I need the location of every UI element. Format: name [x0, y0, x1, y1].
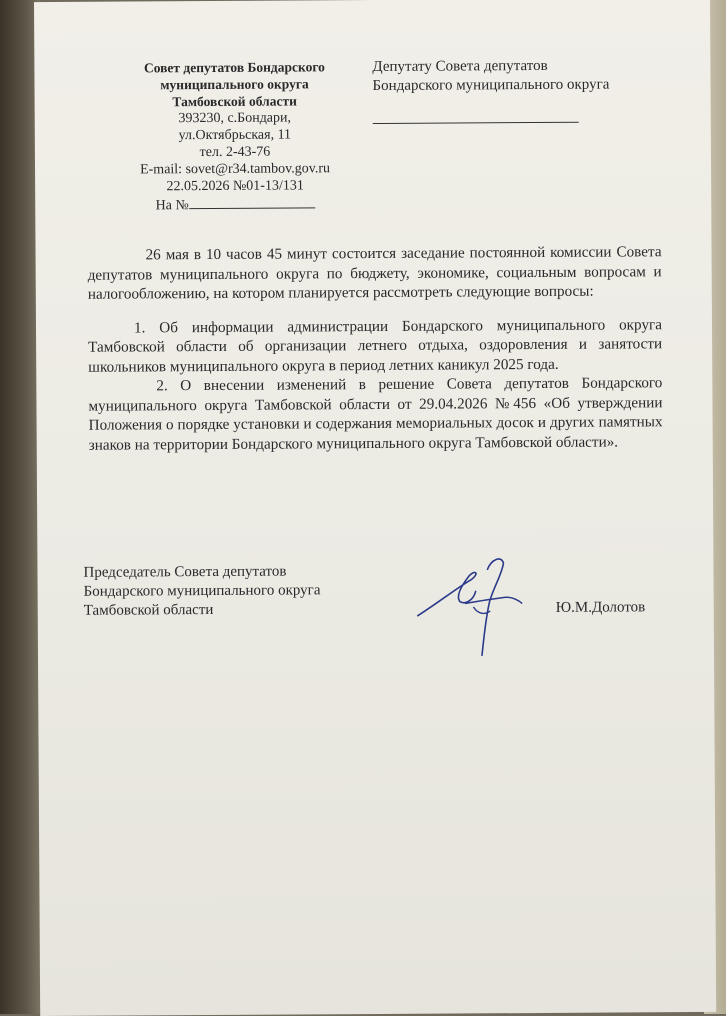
document-page [34, 0, 716, 1016]
addressee-block [372, 56, 672, 124]
sender-phone: тел. 2-43-76 [199, 144, 271, 161]
incoming-ref-label: На № [155, 198, 189, 214]
signatory-title-line: Бондарского муниципального округа [83, 582, 321, 600]
incoming-ref-blank [189, 194, 315, 209]
outgoing-ref-number: 22.05.2026 №01-13/131 [166, 178, 304, 195]
sender-org-line: Совет депутатов Бондарского [143, 59, 325, 76]
sender-org-line: Тамбовской области [172, 93, 297, 110]
agenda-item-2: 2. О внесении изменений в решение Совета депутатов Бондарского муниципального округа Тамбовской области от 29.04.2026 №456 «Об утверждении Положения о порядке установки и содержания мемориальных досок и других памятных знаков на территории Бондарского муниципального округа Тамбовской области». [88, 374, 663, 454]
sender-block [118, 58, 351, 214]
incoming-ref-line [119, 194, 351, 214]
addressee-line: Депутату Совета депутатов [372, 57, 548, 75]
sender-address-line: 393230, с.Бондари, [178, 110, 292, 127]
handwritten-signature [409, 551, 530, 662]
agenda-item-1: 1. Об информации администрации Бондарского муниципального округа Тамбовской области об организации летнего отдыха, оздоровления и занятости школьников муниципального округа в период летних каникул 2025 года. [88, 315, 663, 376]
signatory-title-line: Тамбовской области [83, 601, 214, 619]
signatory-name: Ю.М.Долотов [555, 599, 646, 616]
sender-org-line: муниципального округа [160, 76, 309, 93]
intro-paragraph: 26 мая в 10 часов 45 минут состоится заседание постоянной комиссии Совета депутатов муниципального округа по бюджету, экономике, социальным вопросам и налогообложению, на котором планируется рассмотреть следующие вопросы: [87, 243, 662, 303]
signatory-title-line: Председатель Совета депутатов [83, 563, 287, 581]
sender-email: E-mail: sovet@r34.tambov.gov.ru [140, 161, 331, 178]
addressee-blank-line [373, 121, 579, 124]
letter-body [87, 242, 662, 455]
sender-address-line: ул.Октябрьская, 11 [178, 127, 292, 144]
addressee-line: Бондарского муниципального округа [372, 76, 610, 94]
